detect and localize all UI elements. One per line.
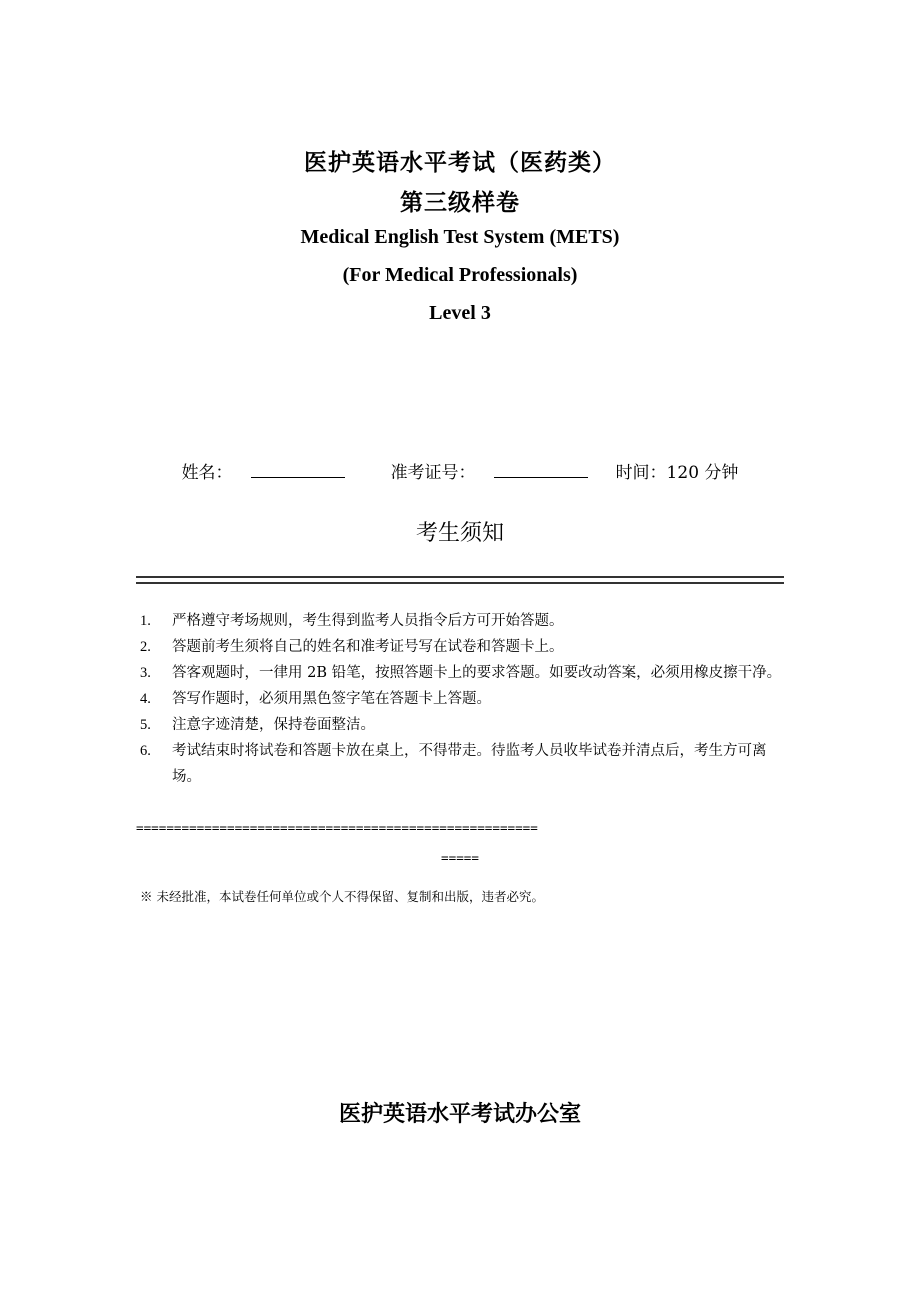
subtitle-en: (For Medical Professionals) xyxy=(342,264,578,286)
level-label: Level 3 xyxy=(429,302,491,324)
name-blank xyxy=(251,459,345,478)
item-text: 答客观题时，一律用 2B 铅笔，按照答题卡上的要求答题。如要改动答案，必须用橡皮擦干净。 xyxy=(172,665,782,681)
list-item xyxy=(140,634,785,660)
candidate-info-row xyxy=(0,458,920,483)
item-text: 答写作题时，必须用黑色签字笔在答题卡上答题。 xyxy=(172,691,491,707)
item-number: 4. xyxy=(140,691,151,707)
item-text: 注意字迹清楚，保持卷面整洁。 xyxy=(172,717,375,733)
item-number: 3. xyxy=(140,665,151,681)
item-text: 考试结束时将试卷和答题卡放在桌上，不得带走。待监考人员收毕试卷并清点后，考生方可离场。 xyxy=(172,743,767,785)
name-label: 姓名： xyxy=(181,463,233,483)
title-en: Medical English Test System (METS) xyxy=(300,226,620,248)
exam-id-blank xyxy=(494,459,588,478)
equals-separator-line: ===================================================== xyxy=(136,820,538,835)
list-item xyxy=(140,712,785,738)
item-text: 严格遵守考场规则，考生得到监考人员指令后方可开始答题。 xyxy=(172,613,564,629)
exam-id-label: 准考证号： xyxy=(390,463,476,483)
subtitle-cn: 第三级样卷 xyxy=(400,189,520,216)
issuing-office: 医护英语水平考试办公室 xyxy=(338,1101,581,1127)
item-number: 2. xyxy=(140,639,151,655)
item-number: 6. xyxy=(140,743,151,759)
double-rule-divider xyxy=(136,576,784,584)
notice-heading: 考生须知 xyxy=(415,521,504,546)
item-text: 答题前考生须将自己的姓名和准考证号写在试卷和答题卡上。 xyxy=(172,639,564,655)
list-item xyxy=(140,738,785,790)
list-item xyxy=(140,608,785,634)
list-item xyxy=(140,686,785,712)
equals-separator-tail: ===== xyxy=(441,850,479,865)
time-label: 时间：120 分钟 xyxy=(615,463,739,483)
item-number: 5. xyxy=(140,717,151,733)
copyright-footnote: ※ 未经批准，本试卷任何单位或个人不得保留、复制和出版，违者必究。 xyxy=(140,889,544,904)
item-number: 1. xyxy=(140,613,151,629)
list-item xyxy=(140,660,785,686)
title-cn: 医护英语水平考试（医药类） xyxy=(304,149,616,176)
notice-list xyxy=(140,608,785,790)
